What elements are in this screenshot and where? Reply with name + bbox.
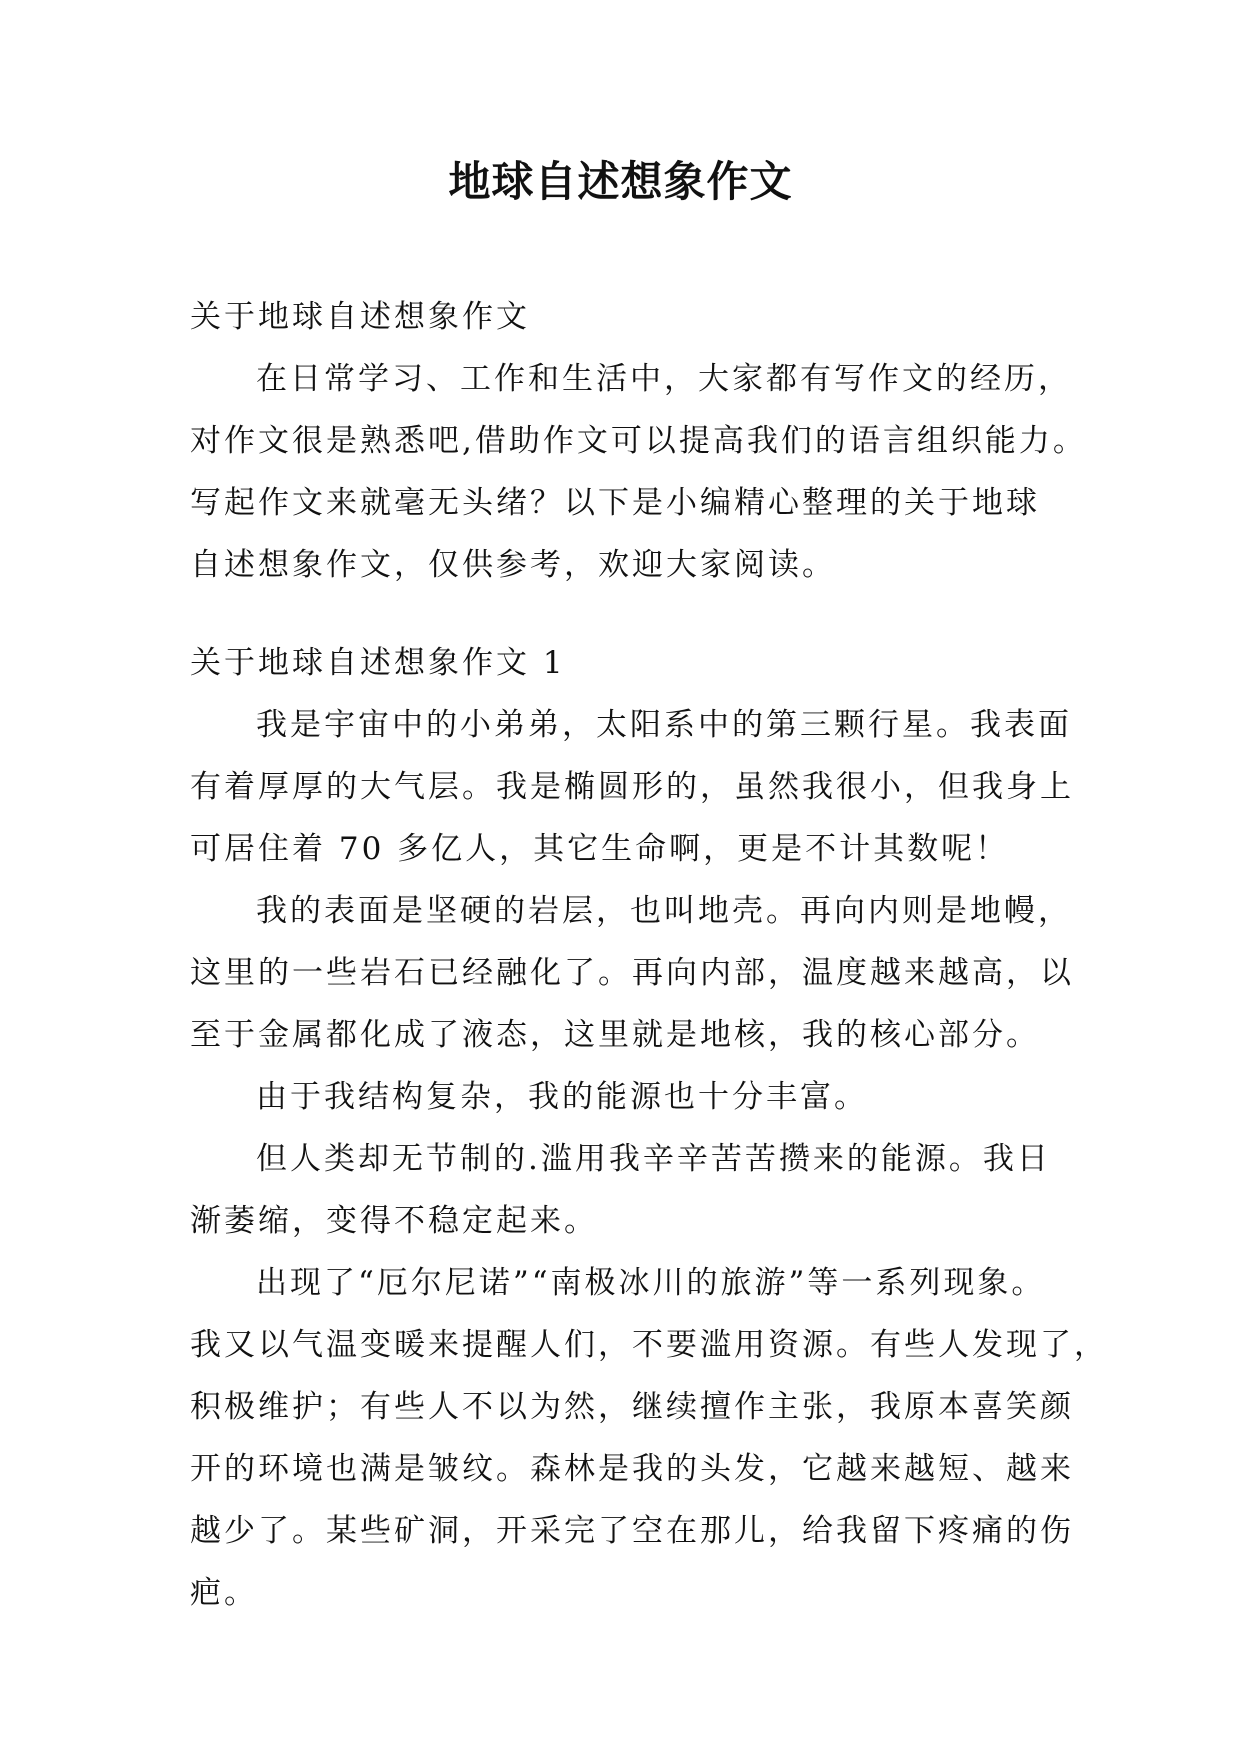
paragraph-line: 出现了“厄尔尼诺”“南极冰川的旅游”等一系列现象。 — [256, 1265, 1046, 1301]
paragraph-line: 有着厚厚的大气层。我是椭圆形的，虽然我很小，但我身上 — [190, 769, 1074, 805]
document-title: 地球自述想象作文 — [448, 157, 793, 206]
paragraph-line: 越少了。某些矿洞，开采完了空在那儿，给我留下疼痛的伤 — [190, 1513, 1074, 1549]
paragraph-line: 这里的一些岩石已经融化了。再向内部，温度越来越高，以 — [190, 955, 1074, 991]
intro-line: 写起作文来就毫无头绪？以下是小编精心整理的关于地球 — [190, 485, 1040, 521]
intro-heading: 关于地球自述想象作文 — [190, 299, 530, 335]
paragraph-line: 至于金属都化成了液态，这里就是地核，我的核心部分。 — [190, 1017, 1040, 1053]
paragraph-line: 疤。 — [190, 1575, 258, 1611]
paragraph-line: 可居住着 70 多亿人，其它生命啊，更是不计其数呢！ — [190, 831, 1010, 867]
section-heading: 关于地球自述想象作文 1 — [190, 645, 566, 681]
paragraph-line: 我又以气温变暖来提醒人们，不要滥用资源。有些人发现了， — [190, 1327, 1108, 1363]
intro-line: 自述想象作文，仅供参考，欢迎大家阅读。 — [190, 547, 836, 583]
essay-section-1 — [190, 632, 1108, 1624]
paragraph-line: 但人类却无节制的.滥用我辛辛苦苦攒来的能源。我日 — [256, 1141, 1051, 1177]
paragraph-line: 渐萎缩，变得不稳定起来。 — [190, 1203, 598, 1239]
paragraph-line: 我的表面是坚硬的岩层，也叫地壳。再向内则是地幔， — [256, 893, 1072, 929]
intro-section — [190, 286, 1090, 596]
paragraph-line: 由于我结构复杂，我的能源也十分丰富。 — [256, 1079, 868, 1115]
intro-line: 对作文很是熟悉吧,借助作文可以提高我们的语言组织能力。 — [190, 423, 1087, 459]
paragraph-line: 我是宇宙中的小弟弟，太阳系中的第三颗行星。我表面 — [256, 707, 1072, 743]
paragraph-line: 开的环境也满是皱纹。森林是我的头发，它越来越短、越来 — [190, 1451, 1074, 1487]
intro-line: 在日常学习、工作和生活中，大家都有写作文的经历， — [256, 361, 1072, 397]
paragraph-line: 积极维护；有些人不以为然，继续擅作主张，我原本喜笑颜 — [190, 1389, 1074, 1425]
